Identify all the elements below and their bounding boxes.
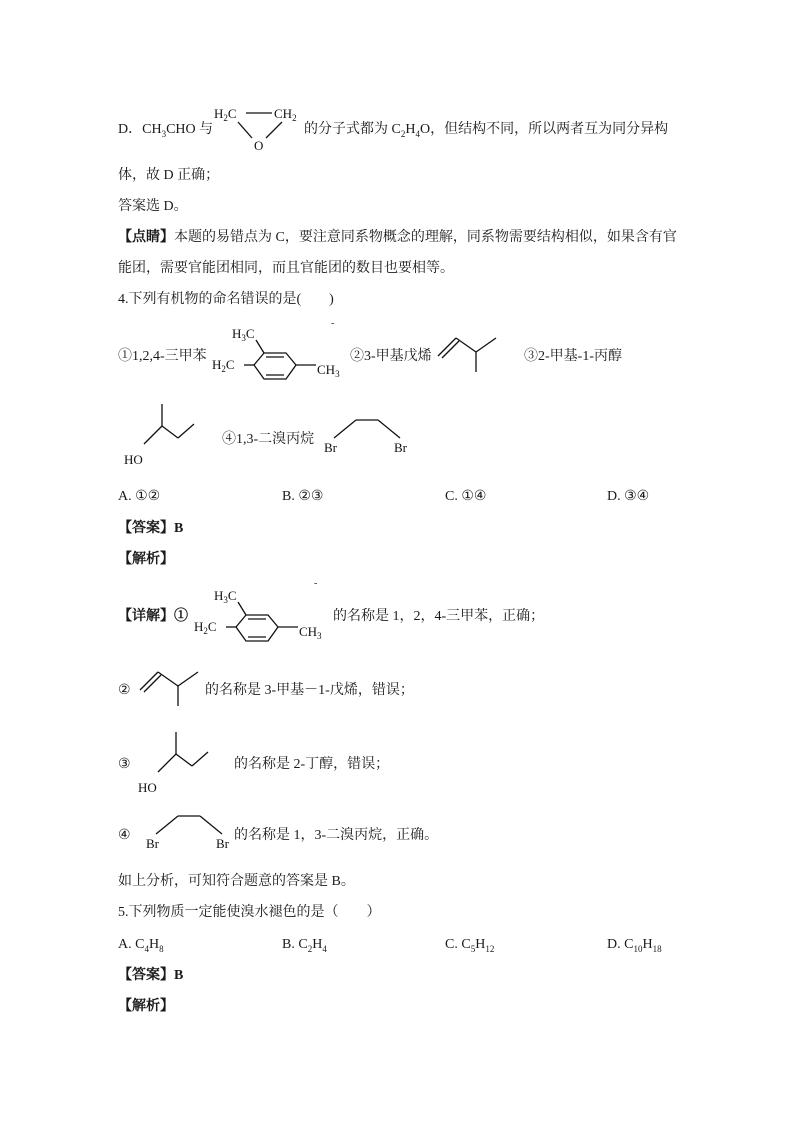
q4-option-d: D. ③④ (607, 489, 650, 504)
q5-answer: 【答案】B (118, 968, 184, 983)
q5-option-a: A. $C_4H_8$ (118, 937, 164, 954)
svg-text:HO: HO (124, 452, 143, 467)
svg-text:H2C: $H_2C$ (194, 619, 217, 636)
stray-mark: - (314, 578, 318, 589)
svg-text:Br: Br (216, 836, 229, 851)
q4-option-b: B. ②③ (282, 489, 324, 504)
q4-option-c: C. ①④ (445, 489, 487, 504)
svg-text:O: O (254, 138, 264, 153)
svg-text:H3C: $H_3C$ (214, 588, 237, 605)
q5-option-d: D. $C_{10}H_{18}$ (607, 937, 662, 954)
stray-mark: - (331, 318, 335, 329)
q4-detail3-num: ③ (118, 757, 131, 772)
d-option-formula: 的分子式都为 $C_2H_4O$，但结构不同，所以两者互为同分异构 (304, 122, 669, 139)
d-option-line: D．$CH_3CHO$ 与 (118, 122, 214, 139)
q5-stem: 5.下列物质一定能使溴水褪色的是（ ） (118, 905, 381, 920)
trimethylbenzene-structure (212, 322, 352, 384)
svg-text:H3C: $H_3C$ (232, 326, 255, 343)
q4-stem: 4.下列有机物的命名错误的是( ) (118, 292, 334, 307)
dianjing-line2: 能团，需要官能团相同，而且官能团的数目也要相等。 (118, 261, 454, 276)
svg-text:Br: Br (146, 836, 159, 851)
trimethylbenzene-detail-structure (194, 584, 334, 646)
q4-detail2-num: ② (118, 683, 131, 698)
q4-item2: ②3-甲基戊烯 (350, 349, 432, 364)
methylpentene-structure (436, 330, 506, 375)
dibromopropane-detail-structure (142, 810, 242, 855)
q4-item3: ③2-甲基-1-丙醇 (524, 349, 622, 364)
q5-analysis: 【解析】 (118, 999, 174, 1014)
q4-detail-label: 【详解】① (118, 609, 188, 624)
svg-text:H2C: $H_2C$ (214, 106, 237, 123)
q4-item1: ①1,2,4-三甲苯 (118, 349, 207, 364)
butanol-structure (122, 402, 202, 468)
q4-item4: ④1,3-二溴丙烷 (222, 432, 315, 447)
q4-detail1: 的名称是 1，2，4-三甲苯，正确； (333, 609, 545, 624)
svg-text:CH2: $CH_2$ (274, 106, 297, 123)
dianjing-line1: 【点睛】本题的易错点为 C，要注意同系物概念的理解，同系物需要结构相似，如果含有官 (118, 230, 677, 245)
svg-text:H2C: $H_2C$ (212, 357, 235, 374)
svg-text:Br: Br (394, 440, 407, 455)
q4-detail2: 的名称是 3-甲基－1-戊烯，错误； (205, 683, 414, 698)
q4-conclusion: 如上分析，可知符合题意的答案是 B。 (118, 874, 355, 889)
q5-option-c: C. $C_5H_{12}$ (445, 937, 495, 954)
answer-select: 答案选 D。 (118, 199, 188, 214)
methylpentene-detail-structure (138, 664, 208, 709)
q5-option-b: B. $C_2H_4$ (282, 937, 327, 954)
q4-detail4: 的名称是 1，3-二溴丙烷，正确。 (234, 828, 439, 843)
q4-detail3: 的名称是 2-丁醇，错误； (234, 757, 390, 772)
q4-analysis: 【解析】 (118, 552, 174, 567)
svg-text:HO: HO (138, 780, 157, 795)
dibromopropane-structure (320, 414, 420, 459)
q4-answer: 【答案】B (118, 521, 184, 536)
epoxide-structure (212, 100, 312, 155)
svg-text:Br: Br (324, 440, 337, 455)
q4-detail4-num: ④ (118, 828, 131, 843)
butanol-detail-structure (136, 730, 216, 796)
svg-text:CH3: $CH_3$ (317, 362, 340, 379)
d-option-line2: 体，故 D 正确； (118, 168, 220, 183)
svg-text:CH3: $CH_3$ (299, 624, 322, 641)
q4-option-a: A. ①② (118, 489, 161, 504)
